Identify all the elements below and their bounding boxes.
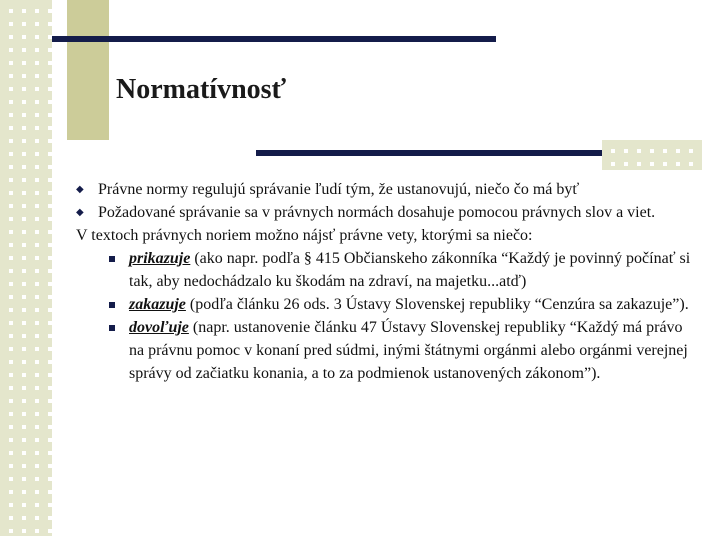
decorative-bar-top xyxy=(52,36,496,42)
diamond-bullet-icon: ◆ xyxy=(76,207,84,218)
sub-bullet-keyword: zakazuje xyxy=(129,296,186,313)
sub-bullet-item xyxy=(76,316,696,385)
square-bullet-icon xyxy=(109,302,115,308)
decorative-olive-block xyxy=(67,0,109,140)
bullet-item xyxy=(76,201,696,224)
bullet-text: Požadované správanie sa v právnych normách dosahuje pomocou právnych slov a viet. xyxy=(98,204,656,221)
diamond-bullet-icon: ◆ xyxy=(76,184,84,195)
bullet-text: Právne normy regulujú správanie ľudí tým, že ustanovujú, niečo čo má byť xyxy=(98,181,580,198)
sub-bullet-keyword: prikazuje xyxy=(129,250,191,267)
sub-bullet-keyword: dovoľuje xyxy=(129,319,189,336)
sub-bullet-text: (ako napr. podľa § 415 Občianskeho zákonníka “Každý je povinný počínať si tak, aby nedochádzalo ku škodám na zdraví, na majetku...atď) xyxy=(129,250,691,290)
bullet-item xyxy=(76,178,696,201)
slide-title: Normatívnosť xyxy=(116,74,287,105)
slide-content xyxy=(76,178,696,385)
sub-bullet-item xyxy=(76,293,696,316)
sub-bullet-item xyxy=(76,247,696,293)
sub-bullet-text: (podľa článku 26 ods. 3 Ústavy Slovenskej republiky “Cenzúra sa zakazuje”). xyxy=(185,296,689,313)
square-bullet-icon xyxy=(109,256,115,262)
intro-paragraph: V textoch právnych noriem možno nájsť právne vety, ktorými sa niečo: xyxy=(76,227,533,244)
square-bullet-icon xyxy=(109,325,115,331)
decorative-grid-left xyxy=(0,0,52,536)
decorative-grid-right xyxy=(602,140,702,170)
sub-bullet-text: (napr. ustanovenie článku 47 Ústavy Slovenskej republiky “Každý má právo na právnu pomoc v konaní pred súdmi, inými štátnymi orgánmi alebo orgánmi verejnej správy od začiatku konania, a to za podmienok ustanovených zákonom”). xyxy=(129,319,688,382)
